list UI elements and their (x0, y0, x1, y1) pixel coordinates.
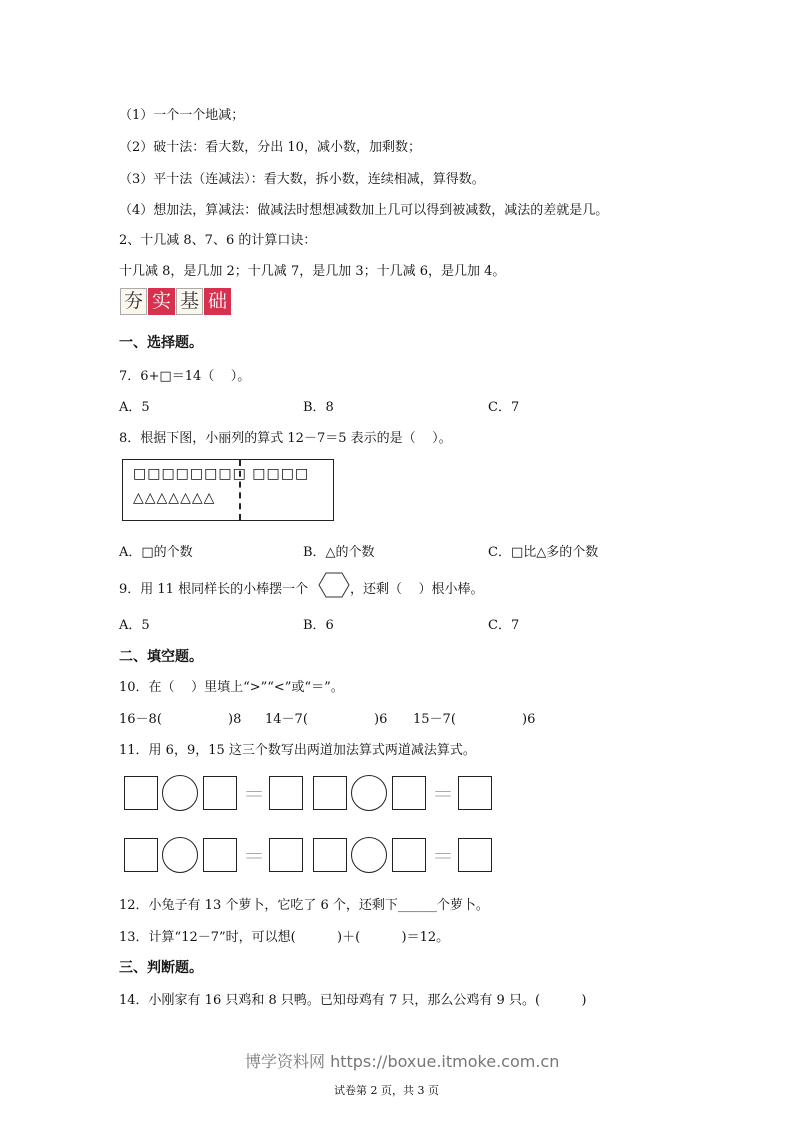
q8-option-b[interactable]: B．△的个数 (303, 545, 375, 560)
equals-sign: ＝ (432, 783, 455, 808)
q10: 10．在（ ）里填上“>”“<”或“＝”。 (119, 680, 344, 695)
hexagon-icon (318, 571, 350, 599)
section-judge: 三、判断题。 (119, 960, 203, 976)
section-choice: 一、选择题。 (119, 335, 203, 351)
q9-part1: 9．用 11 根同样长的小棒摆一个 (119, 582, 309, 597)
answer-box[interactable] (392, 776, 426, 810)
q8: 8．根据下图，小丽列的算式 12－7＝5 表示的是（ ）。 (119, 431, 452, 446)
q8-figure (122, 459, 334, 521)
method-3: （3）平十法（连减法）：看大数，拆小数，连续相减，算得数。 (119, 172, 485, 187)
equals-sign: ＝ (243, 845, 266, 870)
answer-box[interactable] (124, 776, 158, 810)
mnemonic-text: 十几减 8，是几加 2；十几减 7，是几加 3；十几减 6，是几加 4。 (119, 264, 506, 279)
method-2: （2）破十法：看大数，分出 10，减小数，加剩数； (119, 140, 421, 155)
squares-row: □□□□□□□□ □□□□ (133, 466, 310, 482)
q7-option-a[interactable]: A．5 (119, 400, 150, 415)
q10-expr-3[interactable]: 15－7( )6 (413, 712, 536, 727)
page-footer: 试卷第 2 页，共 3 页 (334, 1084, 439, 1097)
section-fill: 二、填空题。 (119, 649, 203, 665)
equals-sign: ＝ (432, 845, 455, 870)
answer-box[interactable] (124, 838, 158, 872)
q11: 11．用 6，9，15 这三个数写出两道加法算式两道减法算式。 (119, 743, 476, 758)
operator-circle[interactable] (162, 775, 198, 811)
q10-expr-2[interactable]: 14－7( )6 (265, 712, 388, 727)
q9-option-b[interactable]: B．6 (303, 618, 334, 633)
method-4: （4）想加法，算减法：做减法时想想减数加上几可以得到被减数，减法的差就是几。 (119, 203, 609, 218)
answer-box[interactable] (269, 776, 303, 810)
logo-char: 基 (176, 288, 203, 315)
q12: 12．小兔子有 13 个萝卜，它吃了 6 个，还剩下______个萝卜。 (119, 898, 489, 913)
equals-sign: ＝ (243, 783, 266, 808)
logo-char: 础 (204, 288, 231, 315)
operator-circle[interactable] (351, 775, 387, 811)
operator-circle[interactable] (351, 837, 387, 873)
watermark: 博学资料网 https://boxue.itmoke.com.cn (245, 1052, 560, 1071)
answer-box[interactable] (458, 776, 492, 810)
triangles-row: △△△△△△△ (133, 490, 216, 506)
operator-circle[interactable] (162, 837, 198, 873)
q9-part2: ，还剩（ ）根小棒。 (350, 582, 484, 597)
q13: 13．计算“12－7”时，可以想( )＋( )＝12。 (119, 930, 450, 945)
answer-box[interactable] (313, 838, 347, 872)
q7-option-c[interactable]: C．7 (488, 400, 520, 415)
method-1: （1）一个一个地减； (119, 108, 245, 123)
logo-char: 实 (148, 288, 175, 315)
q8-option-c[interactable]: C．□比△多的个数 (488, 545, 599, 560)
logo-char: 夯 (120, 288, 147, 315)
answer-box[interactable] (203, 776, 237, 810)
answer-box[interactable] (203, 838, 237, 872)
answer-box[interactable] (269, 838, 303, 872)
q7: 7．6+□＝14（ ）。 (119, 369, 251, 384)
q9-option-c[interactable]: C．7 (488, 618, 520, 633)
section-logo (120, 288, 231, 315)
q8-option-a[interactable]: A．□的个数 (119, 545, 193, 560)
answer-box[interactable] (392, 838, 426, 872)
answer-box[interactable] (313, 776, 347, 810)
answer-box[interactable] (458, 838, 492, 872)
q14: 14．小刚家有 16 只鸡和 8 只鸭。已知母鸡有 7 只，那么公鸡有 9 只。( ) (119, 993, 587, 1008)
q7-option-b[interactable]: B．8 (303, 400, 334, 415)
q9-option-a[interactable]: A．5 (119, 618, 150, 633)
q10-expr-1[interactable]: 16－8( )8 (119, 712, 242, 727)
mnemonic-title: 2、十几减 8、7、6 的计算口诀： (119, 233, 317, 248)
